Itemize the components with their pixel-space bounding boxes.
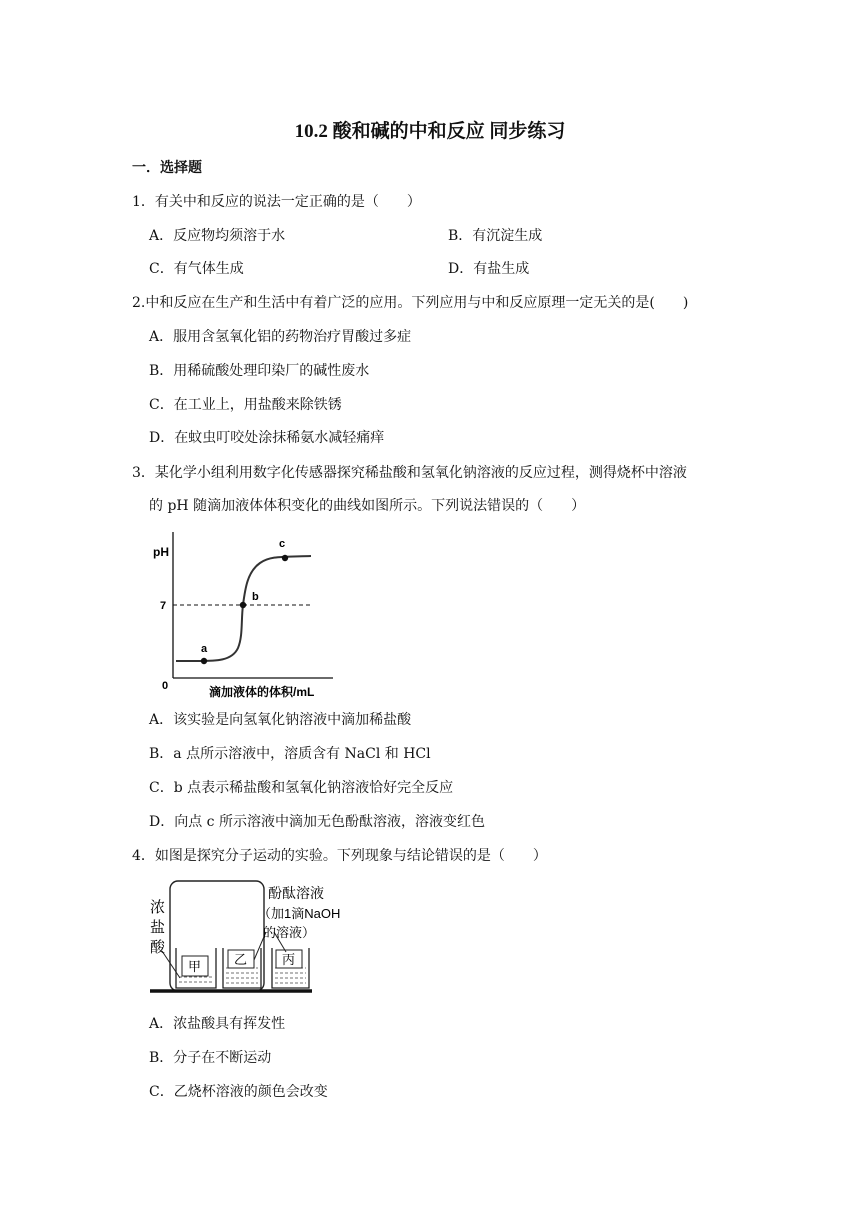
question-4-stem: 4．如图是探究分子运动的实验。下列现象与结论错误的是（ ） <box>132 848 547 864</box>
question-3-option-b: B．a 点所示溶液中，溶质含有 NaCl 和 HCl <box>149 746 431 762</box>
origin-label: 0 <box>162 680 169 692</box>
question-4-option-c: C．乙烧杯溶液的颜色会改变 <box>149 1084 328 1100</box>
question-3-option-c: C．b 点表示稀盐酸和氢氧化钠溶液恰好完全反应 <box>149 780 454 796</box>
question-3-stem-line2: 的 pH 随滴加液体体积变化的曲线如图所示。下列说法错误的（ ） <box>149 498 586 514</box>
point-c-marker <box>282 555 288 561</box>
question-2-option-c: C．在工业上，用盐酸来除铁锈 <box>149 397 342 413</box>
question-2-option-d: D．在蚊虫叮咬处涂抹稀氨水减轻痛痒 <box>149 430 385 446</box>
point-a-marker <box>201 658 207 664</box>
left-label-char-3: 酸 <box>150 939 166 956</box>
question-3-stem-line1: 3．某化学小组利用数字化传感器探究稀盐酸和氢氧化钠溶液的反应过程，测得烧杯中溶液 <box>132 465 687 481</box>
question-1-option-c: C．有气体生成 <box>149 261 244 277</box>
question-1-option-b: B．有沉淀生成 <box>448 228 543 244</box>
left-label-char-1: 浓 <box>150 899 166 916</box>
question-2-stem: 2.中和反应在生产和生活中有着广泛的应用。下列应用与中和反应原理一定无关的是( ) <box>132 295 689 311</box>
right-label-line1: 酚酞溶液 <box>268 885 324 901</box>
question-1-option-d: D．有盐生成 <box>448 261 530 277</box>
beaker-yi-label: 乙 <box>234 952 248 967</box>
question-4-option-b: B．分子在不断运动 <box>149 1050 272 1066</box>
y-tick-7: 7 <box>160 600 167 612</box>
y-axis-label: pH <box>153 545 169 559</box>
point-a-label: a <box>201 643 208 655</box>
point-b-label: b <box>252 591 259 603</box>
question-1-option-a: A．反应物均须溶于水 <box>149 228 286 244</box>
beaker-jia-label: 甲 <box>188 959 202 974</box>
beaker-bing-label: 丙 <box>282 952 296 967</box>
question-1-stem: 1．有关中和反应的说法一定正确的是（ ） <box>132 194 421 210</box>
right-label-line3: 的溶液） <box>263 925 316 940</box>
question-3-option-d: D．向点 c 所示溶液中滴加无色酚酞溶液，溶液变红色 <box>149 814 485 830</box>
point-c-label: c <box>279 538 286 550</box>
right-label-line2: （加1滴NaOH <box>258 906 341 921</box>
page-title: 10.2 酸和碱的中和反应 同步练习 <box>294 121 566 142</box>
point-b-marker <box>240 602 246 608</box>
question-2-option-b: B．用稀硫酸处理印染厂的碱性废水 <box>149 363 370 379</box>
x-axis-label: 滴加液体的体积/mL <box>209 685 315 699</box>
question-3-option-a: A．该实验是向氢氧化钠溶液中滴加稀盐酸 <box>149 712 412 728</box>
question-2-option-a: A．服用含氢氧化铝的药物治疗胃酸过多症 <box>149 329 412 345</box>
molecule-motion-apparatus <box>148 876 363 998</box>
question-4-option-a: A．浓盐酸具有挥发性 <box>149 1016 286 1032</box>
ph-series-line <box>176 556 311 661</box>
left-label-char-2: 盐 <box>150 919 166 936</box>
section-heading: 一．选择题 <box>132 160 202 176</box>
ph-curve-chart <box>148 530 348 702</box>
